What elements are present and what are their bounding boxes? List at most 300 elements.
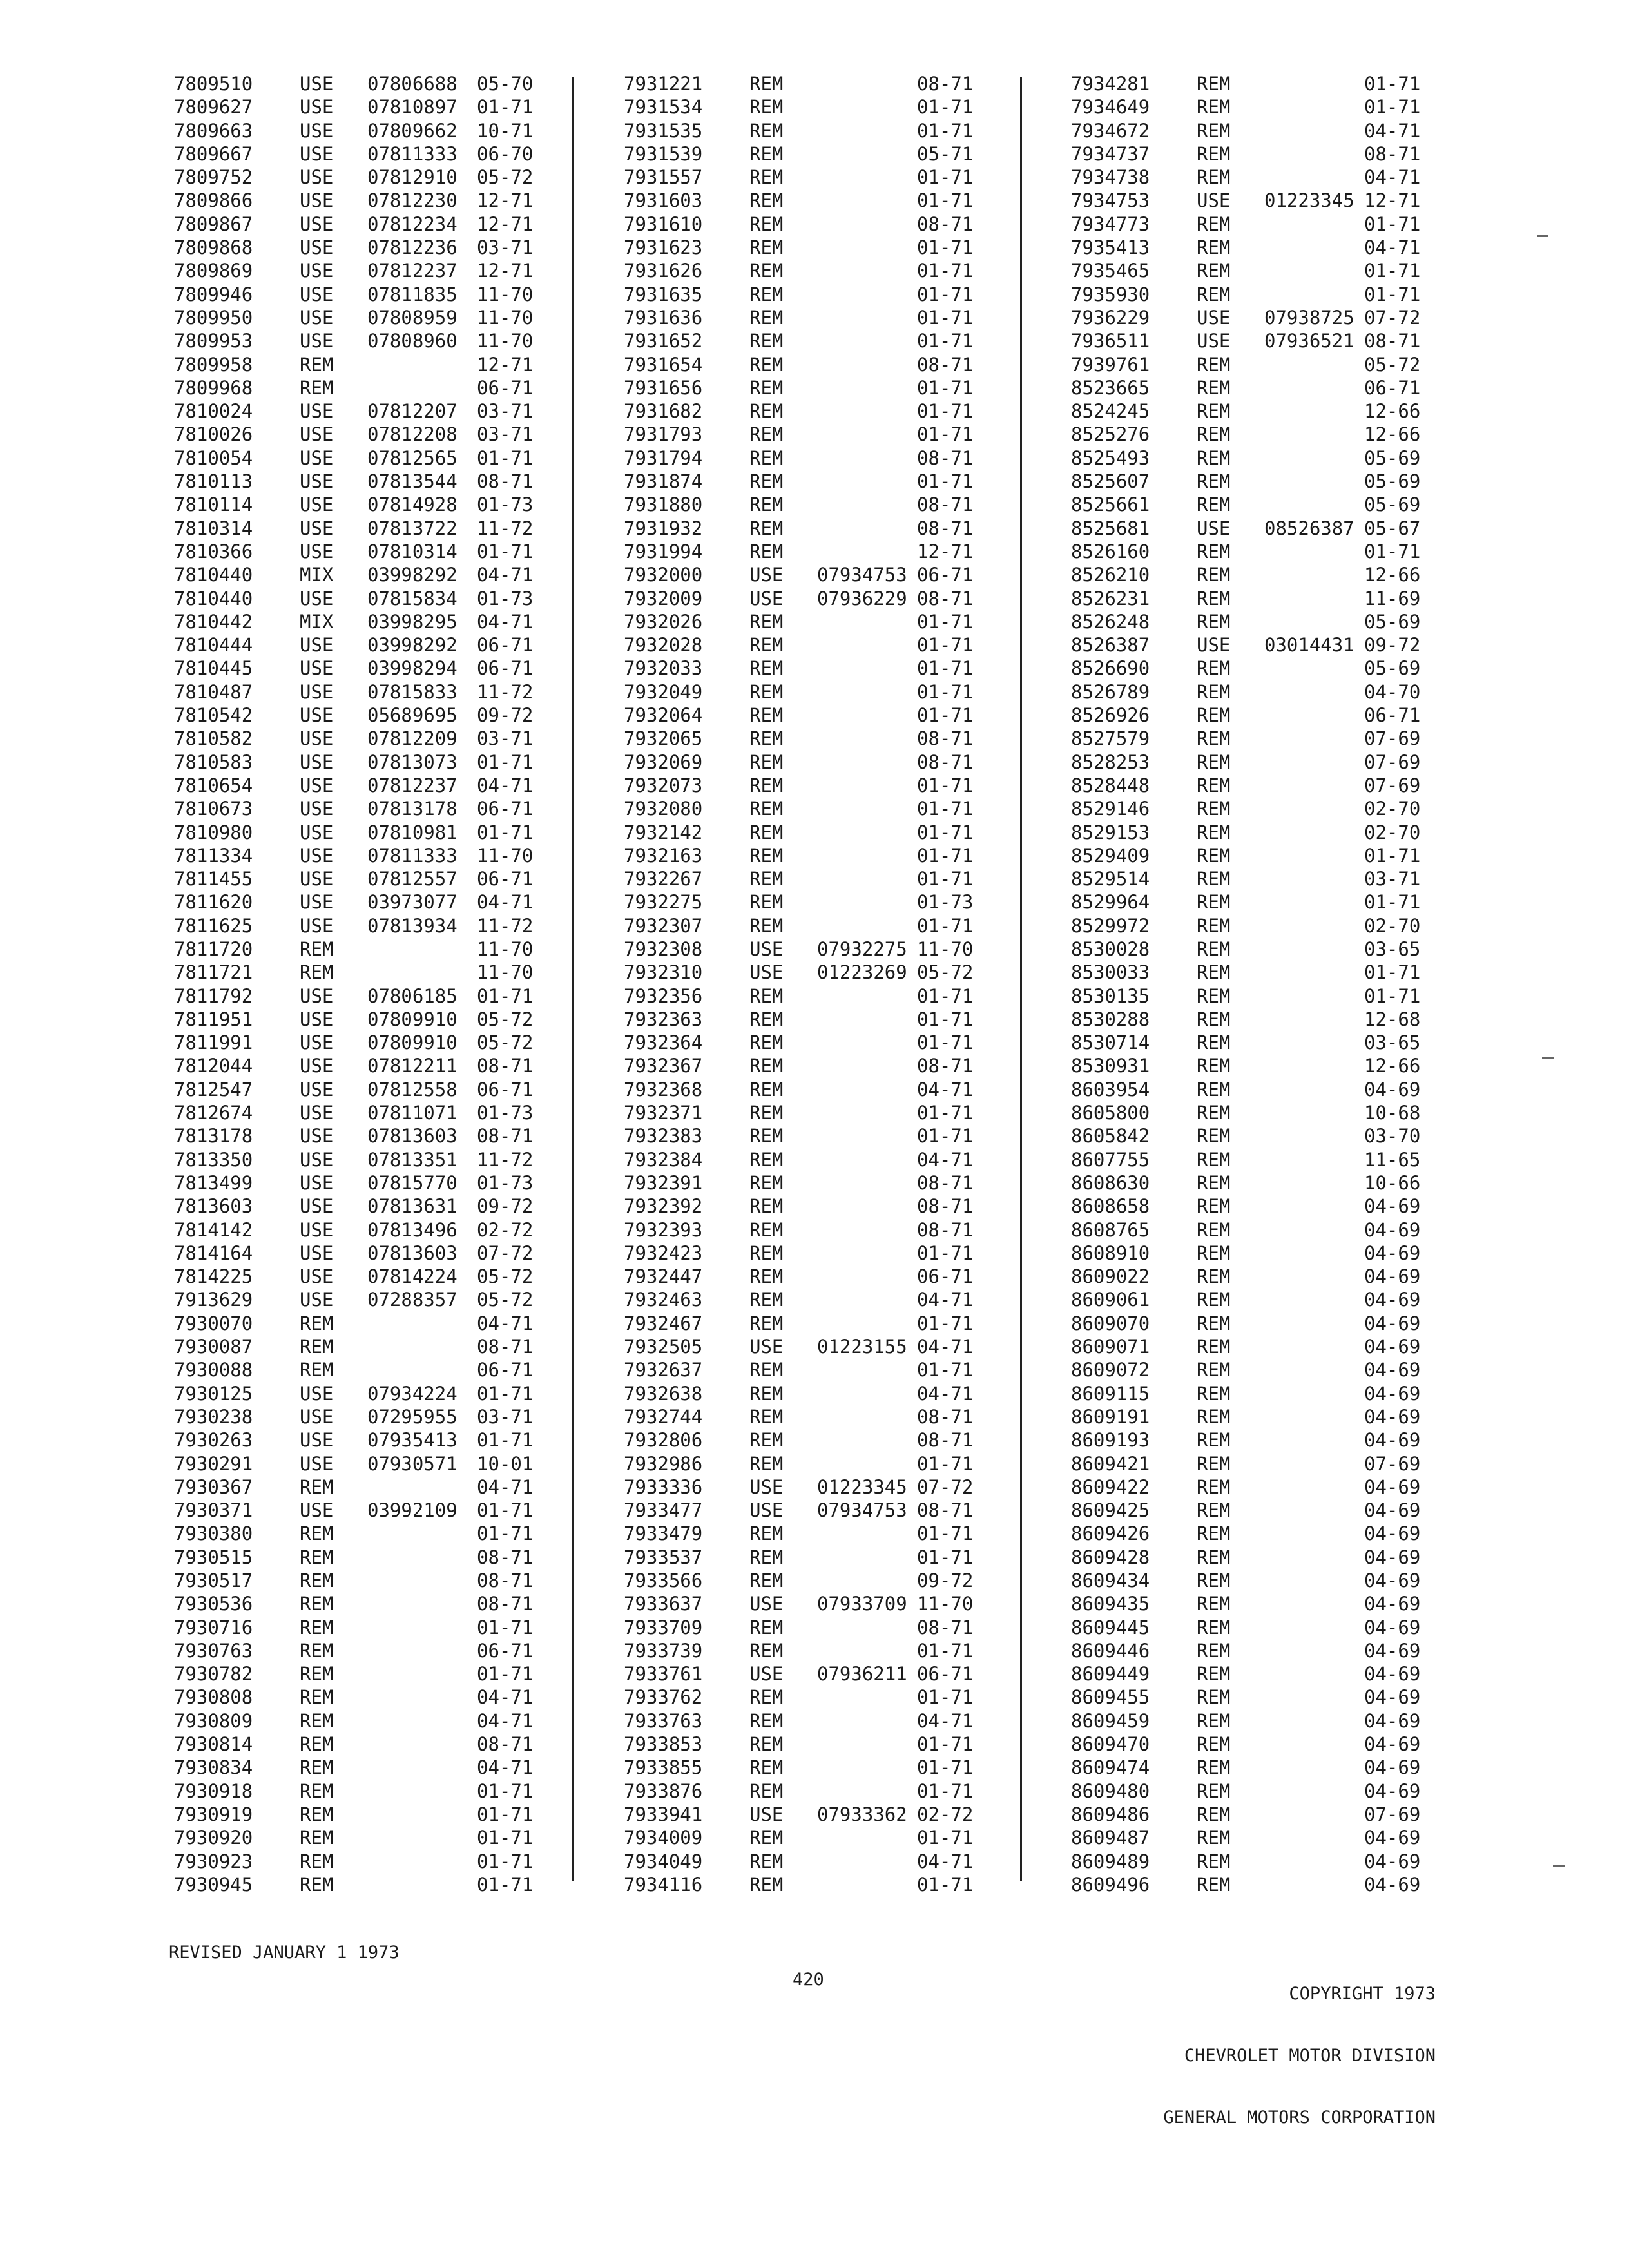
action-code: USE bbox=[300, 166, 334, 189]
part-row bbox=[624, 587, 998, 610]
replacement-part: 07812557 bbox=[367, 868, 458, 890]
part-number: 7810440 bbox=[174, 587, 253, 610]
part-row bbox=[174, 95, 548, 119]
part-number: 8605800 bbox=[1071, 1102, 1150, 1124]
margin-mark bbox=[1553, 1865, 1565, 1867]
replacement-part: 01223345 bbox=[1264, 189, 1354, 212]
action-code: REM bbox=[1197, 1709, 1231, 1732]
effective-date: 04-69 bbox=[1364, 1429, 1421, 1452]
effective-date: 01-71 bbox=[917, 657, 974, 680]
effective-date: 01-71 bbox=[477, 821, 534, 843]
action-code: REM bbox=[749, 985, 784, 1007]
action-code: USE bbox=[749, 1499, 784, 1522]
action-code: REM bbox=[749, 1032, 784, 1054]
part-number: 8608910 bbox=[1071, 1242, 1150, 1264]
replacement-part: 03998292 bbox=[367, 634, 458, 657]
effective-date: 01-71 bbox=[1364, 844, 1421, 867]
part-row bbox=[174, 1569, 548, 1592]
effective-date: 01-71 bbox=[1364, 961, 1421, 984]
effective-date: 11-70 bbox=[917, 1593, 974, 1615]
effective-date: 12-66 bbox=[1364, 423, 1421, 446]
part-number: 7933876 bbox=[624, 1780, 703, 1802]
action-code: REM bbox=[749, 400, 784, 423]
action-code: REM bbox=[300, 1827, 334, 1849]
part-row bbox=[174, 1148, 548, 1171]
effective-date: 08-71 bbox=[917, 1218, 974, 1241]
effective-date: 05-72 bbox=[477, 1008, 534, 1030]
effective-date: 04-71 bbox=[477, 1756, 534, 1779]
part-row bbox=[624, 1522, 998, 1545]
part-number: 7932049 bbox=[624, 680, 703, 703]
effective-date: 01-71 bbox=[1364, 73, 1421, 95]
part-number: 7814225 bbox=[174, 1265, 253, 1288]
part-number: 7930371 bbox=[174, 1499, 253, 1522]
part-number: 7933537 bbox=[624, 1546, 703, 1568]
part-row bbox=[174, 774, 548, 797]
action-code: REM bbox=[1197, 1639, 1231, 1662]
part-number: 8609022 bbox=[1071, 1265, 1150, 1288]
part-number: 8530033 bbox=[1071, 961, 1150, 984]
action-code: REM bbox=[300, 1686, 334, 1709]
replacement-part: 07809910 bbox=[367, 1008, 458, 1030]
action-code: REM bbox=[749, 142, 784, 165]
replacement-part: 07815770 bbox=[367, 1171, 458, 1194]
effective-date: 01-71 bbox=[477, 96, 534, 119]
part-row bbox=[1071, 985, 1445, 1008]
part-number: 8525661 bbox=[1071, 494, 1150, 516]
part-row bbox=[174, 657, 548, 680]
replacement-part: 07815833 bbox=[367, 680, 458, 703]
part-number: 7932392 bbox=[624, 1195, 703, 1218]
replacement-part: 01223155 bbox=[817, 1336, 907, 1358]
part-number: 7810366 bbox=[174, 540, 253, 562]
part-row bbox=[1071, 1826, 1445, 1849]
effective-date: 07-69 bbox=[1364, 751, 1421, 773]
part-number: 8526387 bbox=[1071, 634, 1150, 657]
replacement-part: 07813544 bbox=[367, 470, 458, 493]
effective-date: 01-71 bbox=[917, 166, 974, 189]
action-code: REM bbox=[1197, 1336, 1231, 1358]
replacement-part: 07812237 bbox=[367, 774, 458, 796]
action-code: USE bbox=[749, 1663, 784, 1686]
part-number: 7930070 bbox=[174, 1312, 253, 1334]
effective-date: 04-69 bbox=[1364, 1546, 1421, 1568]
part-row bbox=[174, 937, 548, 961]
part-number: 7811455 bbox=[174, 868, 253, 890]
effective-date: 04-69 bbox=[1364, 1663, 1421, 1686]
part-number: 7813350 bbox=[174, 1148, 253, 1171]
part-number: 7813499 bbox=[174, 1171, 253, 1194]
part-row bbox=[624, 1288, 998, 1311]
action-code: USE bbox=[300, 1055, 334, 1077]
effective-date: 01-71 bbox=[1364, 260, 1421, 282]
effective-date: 04-69 bbox=[1364, 1873, 1421, 1896]
effective-date: 11-72 bbox=[477, 914, 534, 937]
action-code: REM bbox=[749, 868, 784, 890]
action-code: REM bbox=[1197, 1405, 1231, 1428]
effective-date: 08-71 bbox=[917, 751, 974, 773]
action-code: REM bbox=[1197, 1265, 1231, 1288]
part-row bbox=[1071, 1569, 1445, 1592]
action-code: REM bbox=[1197, 1008, 1231, 1030]
action-code: REM bbox=[1197, 1686, 1231, 1709]
part-number: 7932384 bbox=[624, 1148, 703, 1171]
part-number: 7931932 bbox=[624, 517, 703, 539]
part-number: 7810314 bbox=[174, 517, 253, 539]
part-row bbox=[174, 517, 548, 540]
action-code: REM bbox=[300, 1593, 334, 1615]
part-number: 7932310 bbox=[624, 961, 703, 984]
action-code: REM bbox=[749, 751, 784, 773]
action-code: USE bbox=[300, 142, 334, 165]
part-number: 7930763 bbox=[174, 1639, 253, 1662]
part-number: 8523665 bbox=[1071, 376, 1150, 399]
part-number: 7933763 bbox=[624, 1709, 703, 1732]
part-row bbox=[1071, 890, 1445, 914]
effective-date: 04-71 bbox=[477, 564, 534, 586]
part-number: 7933637 bbox=[624, 1593, 703, 1615]
part-number: 7935930 bbox=[1071, 283, 1150, 305]
part-number: 8529514 bbox=[1071, 868, 1150, 890]
part-number: 7810054 bbox=[174, 447, 253, 469]
part-number: 7811625 bbox=[174, 914, 253, 937]
effective-date: 05-72 bbox=[477, 1265, 534, 1288]
action-code: REM bbox=[300, 1850, 334, 1872]
action-code: REM bbox=[1197, 564, 1231, 586]
part-number: 7930808 bbox=[174, 1686, 253, 1709]
action-code: REM bbox=[300, 1873, 334, 1896]
effective-date: 02-70 bbox=[1364, 798, 1421, 820]
effective-date: 04-69 bbox=[1364, 1499, 1421, 1522]
action-code: REM bbox=[1197, 166, 1231, 189]
part-number: 7930536 bbox=[174, 1593, 253, 1615]
part-row bbox=[1071, 1148, 1445, 1171]
effective-date: 01-71 bbox=[917, 1359, 974, 1381]
action-code: USE bbox=[300, 1125, 334, 1148]
part-row bbox=[1071, 166, 1445, 189]
part-row bbox=[174, 213, 548, 236]
part-row bbox=[174, 423, 548, 446]
effective-date: 01-71 bbox=[917, 985, 974, 1007]
part-number: 7811620 bbox=[174, 891, 253, 914]
part-number: 8609459 bbox=[1071, 1709, 1150, 1732]
part-number: 7810445 bbox=[174, 657, 253, 680]
effective-date: 01-71 bbox=[917, 774, 974, 796]
effective-date: 08-71 bbox=[917, 213, 974, 235]
effective-date: 05-69 bbox=[1364, 447, 1421, 469]
action-code: REM bbox=[1197, 376, 1231, 399]
part-number: 8530028 bbox=[1071, 937, 1150, 960]
action-code: REM bbox=[1197, 1242, 1231, 1264]
action-code: REM bbox=[749, 1078, 784, 1100]
replacement-part: 07811835 bbox=[367, 283, 458, 305]
part-number: 7932371 bbox=[624, 1102, 703, 1124]
part-number: 7812674 bbox=[174, 1102, 253, 1124]
action-code: REM bbox=[749, 1359, 784, 1381]
part-number: 7932028 bbox=[624, 634, 703, 657]
part-number: 7931682 bbox=[624, 400, 703, 423]
part-row bbox=[624, 610, 998, 633]
part-number: 8529146 bbox=[1071, 798, 1150, 820]
part-number: 7810442 bbox=[174, 610, 253, 633]
part-row bbox=[1071, 844, 1445, 867]
part-row bbox=[174, 1265, 548, 1288]
action-code: REM bbox=[1197, 1171, 1231, 1194]
effective-date: 01-71 bbox=[917, 1242, 974, 1264]
action-code: USE bbox=[300, 1499, 334, 1522]
action-code: USE bbox=[1197, 517, 1231, 539]
effective-date: 01-71 bbox=[477, 1850, 534, 1872]
part-row bbox=[1071, 493, 1445, 516]
part-row bbox=[1071, 1288, 1445, 1311]
action-code: REM bbox=[1197, 1616, 1231, 1639]
action-code: REM bbox=[749, 798, 784, 820]
part-row bbox=[174, 1312, 548, 1335]
part-number: 7810542 bbox=[174, 704, 253, 727]
action-code: REM bbox=[1197, 1148, 1231, 1171]
effective-date: 08-71 bbox=[477, 1733, 534, 1756]
effective-date: 01-71 bbox=[477, 1663, 534, 1686]
part-row bbox=[1071, 657, 1445, 680]
action-code: REM bbox=[749, 517, 784, 539]
effective-date: 01-71 bbox=[477, 985, 534, 1007]
effective-date: 08-71 bbox=[917, 1405, 974, 1428]
part-number: 7934773 bbox=[1071, 213, 1150, 235]
action-code: USE bbox=[300, 213, 334, 235]
part-number: 8530135 bbox=[1071, 985, 1150, 1007]
part-number: 7932142 bbox=[624, 821, 703, 843]
part-number: 7811721 bbox=[174, 961, 253, 984]
part-number: 7935413 bbox=[1071, 236, 1150, 259]
part-row bbox=[624, 985, 998, 1008]
part-row bbox=[1071, 1873, 1445, 1896]
part-row bbox=[624, 1803, 998, 1826]
part-row bbox=[1071, 1756, 1445, 1779]
effective-date: 04-69 bbox=[1364, 1570, 1421, 1591]
replacement-part: 07936521 bbox=[1264, 330, 1354, 352]
part-row bbox=[1071, 1499, 1445, 1522]
effective-date: 12-71 bbox=[477, 353, 534, 376]
action-code: REM bbox=[300, 376, 334, 399]
action-code: USE bbox=[300, 1171, 334, 1194]
replacement-part: 07812565 bbox=[367, 447, 458, 469]
effective-date: 01-71 bbox=[1364, 213, 1421, 235]
effective-date: 02-72 bbox=[477, 1218, 534, 1241]
effective-date: 03-71 bbox=[477, 423, 534, 446]
replacement-part: 08526387 bbox=[1264, 517, 1354, 539]
effective-date: 06-71 bbox=[917, 1265, 974, 1288]
part-number: 7810026 bbox=[174, 423, 253, 446]
part-row bbox=[624, 1031, 998, 1054]
replacement-part: 05689695 bbox=[367, 704, 458, 727]
action-code: USE bbox=[300, 73, 334, 95]
part-number: 7931635 bbox=[624, 283, 703, 305]
part-row bbox=[1071, 142, 1445, 166]
part-row bbox=[1071, 1031, 1445, 1054]
effective-date: 08-71 bbox=[1364, 330, 1421, 352]
replacement-part: 07813722 bbox=[367, 517, 458, 539]
part-row bbox=[1071, 189, 1445, 212]
part-row bbox=[174, 1522, 548, 1545]
action-code: USE bbox=[300, 1008, 334, 1030]
part-number: 7930920 bbox=[174, 1827, 253, 1849]
action-code: MIX bbox=[300, 610, 334, 633]
action-code: REM bbox=[1197, 985, 1231, 1007]
action-code: REM bbox=[749, 470, 784, 493]
part-row bbox=[174, 1662, 548, 1686]
part-number: 7930515 bbox=[174, 1546, 253, 1568]
effective-date: 12-66 bbox=[1364, 1055, 1421, 1077]
part-row bbox=[174, 821, 548, 844]
effective-date: 01-71 bbox=[477, 1616, 534, 1639]
part-number: 7809869 bbox=[174, 260, 253, 282]
action-code: USE bbox=[1197, 634, 1231, 657]
action-code: REM bbox=[749, 1008, 784, 1030]
effective-date: 04-69 bbox=[1364, 1593, 1421, 1615]
effective-date: 01-71 bbox=[917, 470, 974, 493]
action-code: REM bbox=[1197, 1475, 1231, 1498]
effective-date: 02-70 bbox=[1364, 821, 1421, 843]
effective-date: 04-71 bbox=[917, 1850, 974, 1872]
part-number: 7932367 bbox=[624, 1055, 703, 1077]
action-code: USE bbox=[300, 306, 334, 329]
part-number: 8609474 bbox=[1071, 1756, 1150, 1779]
corporation-line: GENERAL MOTORS CORPORATION bbox=[1163, 2108, 1436, 2128]
effective-date: 01-71 bbox=[917, 1546, 974, 1568]
replacement-part: 07810897 bbox=[367, 96, 458, 119]
part-row bbox=[174, 633, 548, 657]
replacement-part: 01223345 bbox=[817, 1475, 907, 1498]
part-number: 7813178 bbox=[174, 1125, 253, 1148]
part-number: 7809663 bbox=[174, 119, 253, 142]
part-row bbox=[174, 1499, 548, 1522]
effective-date: 06-71 bbox=[1364, 704, 1421, 727]
effective-date: 01-71 bbox=[917, 1523, 974, 1545]
action-code: REM bbox=[1197, 1593, 1231, 1615]
effective-date: 08-71 bbox=[917, 1055, 974, 1077]
part-number: 7810980 bbox=[174, 821, 253, 843]
action-code: REM bbox=[749, 1289, 784, 1311]
effective-date: 04-69 bbox=[1364, 1523, 1421, 1545]
part-number: 8526231 bbox=[1071, 587, 1150, 610]
effective-date: 06-71 bbox=[917, 564, 974, 586]
effective-date: 08-71 bbox=[477, 1570, 534, 1591]
action-code: USE bbox=[749, 961, 784, 984]
action-code: USE bbox=[300, 985, 334, 1007]
part-number: 7930367 bbox=[174, 1475, 253, 1498]
part-row bbox=[1071, 1218, 1445, 1242]
part-number: 7932363 bbox=[624, 1008, 703, 1030]
action-code: REM bbox=[1197, 1570, 1231, 1591]
effective-date: 06-71 bbox=[477, 376, 534, 399]
column-divider-2 bbox=[1020, 77, 1022, 1881]
part-row bbox=[624, 259, 998, 282]
action-code: REM bbox=[300, 961, 334, 984]
part-row bbox=[624, 470, 998, 493]
effective-date: 04-71 bbox=[1364, 166, 1421, 189]
action-code: REM bbox=[300, 1756, 334, 1779]
effective-date: 08-71 bbox=[917, 1499, 974, 1522]
part-row bbox=[1071, 1522, 1445, 1545]
part-number: 7930814 bbox=[174, 1733, 253, 1756]
effective-date: 03-71 bbox=[477, 400, 534, 423]
action-code: REM bbox=[1197, 1803, 1231, 1825]
part-row bbox=[1071, 353, 1445, 376]
action-code: REM bbox=[749, 1523, 784, 1545]
part-number: 7933739 bbox=[624, 1639, 703, 1662]
part-number: 7932163 bbox=[624, 844, 703, 867]
part-row bbox=[624, 447, 998, 470]
action-code: REM bbox=[749, 1055, 784, 1077]
part-number: 7932356 bbox=[624, 985, 703, 1007]
part-number: 7932637 bbox=[624, 1359, 703, 1381]
part-number: 7932505 bbox=[624, 1336, 703, 1358]
part-number: 7810024 bbox=[174, 400, 253, 423]
part-row bbox=[624, 937, 998, 961]
part-number: 7936229 bbox=[1071, 306, 1150, 329]
part-row bbox=[624, 236, 998, 259]
effective-date: 03-70 bbox=[1364, 1125, 1421, 1148]
action-code: REM bbox=[1197, 1078, 1231, 1100]
part-row bbox=[624, 1265, 998, 1288]
action-code: REM bbox=[1197, 657, 1231, 680]
part-number: 7932447 bbox=[624, 1265, 703, 1288]
part-number: 7932267 bbox=[624, 868, 703, 890]
part-number: 8609071 bbox=[1071, 1336, 1150, 1358]
action-code: REM bbox=[749, 914, 784, 937]
effective-date: 04-69 bbox=[1364, 1616, 1421, 1639]
part-number: 7932423 bbox=[624, 1242, 703, 1264]
effective-date: 04-71 bbox=[477, 1709, 534, 1732]
replacement-part: 07933362 bbox=[817, 1803, 907, 1825]
action-code: USE bbox=[300, 634, 334, 657]
action-code: REM bbox=[300, 1475, 334, 1498]
effective-date: 08-71 bbox=[477, 1055, 534, 1077]
replacement-part: 07813934 bbox=[367, 914, 458, 937]
part-number: 7931221 bbox=[624, 73, 703, 95]
action-code: USE bbox=[300, 236, 334, 259]
effective-date: 05-69 bbox=[1364, 657, 1421, 680]
action-code: REM bbox=[1197, 260, 1231, 282]
part-row bbox=[624, 727, 998, 750]
effective-date: 01-73 bbox=[477, 1102, 534, 1124]
action-code: REM bbox=[749, 494, 784, 516]
replacement-part: 07806185 bbox=[367, 985, 458, 1007]
part-number: 7934649 bbox=[1071, 96, 1150, 119]
effective-date: 05-72 bbox=[917, 961, 974, 984]
effective-date: 01-71 bbox=[917, 844, 974, 867]
part-row bbox=[174, 1803, 548, 1826]
replacement-part: 07808959 bbox=[367, 306, 458, 329]
action-code: REM bbox=[749, 283, 784, 305]
part-row bbox=[174, 1686, 548, 1709]
effective-date: 10-68 bbox=[1364, 1102, 1421, 1124]
effective-date: 11-70 bbox=[917, 937, 974, 960]
part-row bbox=[624, 72, 998, 95]
part-row bbox=[1071, 797, 1445, 820]
part-number: 7932463 bbox=[624, 1289, 703, 1311]
part-row bbox=[174, 119, 548, 142]
effective-date: 12-71 bbox=[1364, 189, 1421, 212]
effective-date: 04-69 bbox=[1364, 1780, 1421, 1802]
effective-date: 07-72 bbox=[477, 1242, 534, 1264]
action-code: REM bbox=[1197, 1452, 1231, 1475]
effective-date: 01-71 bbox=[917, 283, 974, 305]
part-row bbox=[174, 680, 548, 704]
part-number: 7931557 bbox=[624, 166, 703, 189]
part-number: 7932080 bbox=[624, 798, 703, 820]
effective-date: 11-72 bbox=[477, 1148, 534, 1171]
